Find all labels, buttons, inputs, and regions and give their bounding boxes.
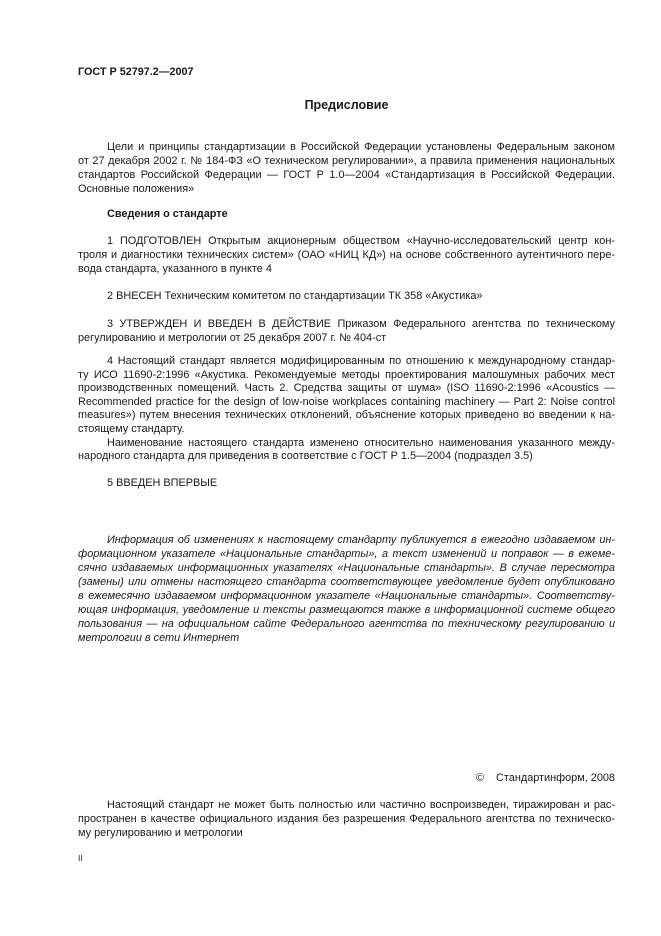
paragraph-line: вода стандарта, указанного в пункте 4	[78, 263, 272, 275]
paragraph-line: 4 Настоящий стандарт является модифицированным по отношению к международному стандар-	[107, 355, 615, 367]
page-number: II	[78, 853, 83, 863]
paragraph-line: 1 ПОДГОТОВЛЕН Открытым акционерным обществом «Научно-исследовательский центр кон-	[107, 235, 615, 247]
document-number-header: ГОСТ Р 52797.2—2007	[78, 66, 194, 78]
standard-info-item-3	[78, 317, 615, 345]
paragraph-line: 5 ВВЕДЕН ВПЕРВЫЕ	[107, 477, 218, 489]
paragraph-line: ту ИСО 11690-2:1996 «Акустика. Рекомендуемые методы проектирования малошумных рабочих мест	[78, 368, 615, 381]
paragraph-line: пространен в качестве официального издания без разрешения Федерального агентства по техническо-	[78, 813, 615, 825]
renaming-note-line: народного стандарта для приведения в соответствие с ГОСТ Р 1.5—2004 (подраздел 3.5)	[78, 450, 533, 463]
notice-line: сячно издаваемых информационных указателях «Национальные стандарты». В случае пересмотра	[78, 562, 615, 574]
standard-info-item-4	[78, 355, 615, 464]
preface-title: Предисловие	[304, 98, 389, 112]
copyright-holder: Стандартинформ, 2008	[496, 772, 615, 784]
amendments-notice	[78, 533, 615, 645]
paragraph-line: measures») путем внесения технических отклонений, объяснение которых приведено во введении к на-	[78, 409, 615, 422]
standard-info-heading: Сведения о стандарте	[107, 208, 228, 220]
notice-line: в ежемесячно издаваемом информационном указателе «Национальные стандарты». Соответству-	[78, 590, 615, 602]
renaming-note-line: Наименование настоящего стандарта изменено относительно наименования указанного между-	[107, 436, 615, 449]
paragraph-line: 3 УТВЕРЖДЕН И ВВЕДЕН В ДЕЙСТВИЕ Приказом Федерального агентства по техническому	[107, 318, 615, 330]
paragraph-line: стоящему стандарту.	[78, 422, 185, 435]
notice-line: пользования — на официальном сайте Федерального агентства по техническому регулированию и	[78, 618, 615, 630]
paragraph-line: производственных помещений. Часть 2. Средства защиты от шума» (ISO 11690-2:1996 «Acoustics —	[78, 382, 615, 395]
paragraph-line: Цели и принципы стандартизации в Российской Федерации установлены Федеральным законом	[107, 141, 615, 153]
paragraph-line: Recommended practice for the design of low-noise workplaces containing machinery — Part 2: Noise control	[78, 395, 615, 408]
notice-line: ющая информация, уведомление и тексты размещаются также в информационной системе общего	[78, 604, 615, 616]
preface-intro-paragraph	[78, 140, 615, 196]
paragraph-line: Основные положения»	[78, 183, 195, 195]
paragraph-line: от 27 декабря 2002 г. № 184-ФЗ «О техническом регулировании», а правила применения национальных	[78, 155, 615, 167]
paragraph-line: троля и диагностики технических систем» (ОАО «НИЦ КД») на основе собственного аутентичного пере-	[78, 249, 615, 261]
paragraph-line: 2 ВНЕСЕН Техническим комитетом по стандартизации ТК 358 «Акустика»	[107, 290, 483, 302]
standard-info-item-2	[78, 289, 615, 303]
paragraph-line: регулированию и метрологии от 25 декабря 2007 г. № 404-ст	[78, 332, 387, 344]
copyright-line	[78, 771, 615, 785]
standard-info-item-1	[78, 234, 615, 276]
standard-info-item-5	[78, 476, 615, 490]
copyright-symbol: ©	[476, 772, 485, 784]
paragraph-line: стандартов Российской Федерации — ГОСТ Р 1.0—2004 «Стандартизация в Российской Федерации.	[78, 169, 615, 181]
notice-line: (замены) или отмены настоящего стандарта соответствующее уведомление будет опубликовано	[78, 576, 615, 588]
notice-line: формационном указателе «Национальные стандарты», а текст изменений и поправок — в ежеме-	[78, 548, 615, 560]
paragraph-line: Настоящий стандарт не может быть полностью или частично воспроизведен, тиражирован и рас-	[107, 799, 615, 811]
notice-line: Информация об изменениях к настоящему стандарту публикуется в ежегодно издаваемом ин-	[107, 534, 615, 546]
paragraph-line: му регулированию и метрологии	[78, 827, 243, 839]
standard-info-section	[78, 207, 615, 221]
notice-line: метрологии в сети Интернет	[78, 632, 240, 644]
reproduction-notice	[78, 798, 615, 840]
